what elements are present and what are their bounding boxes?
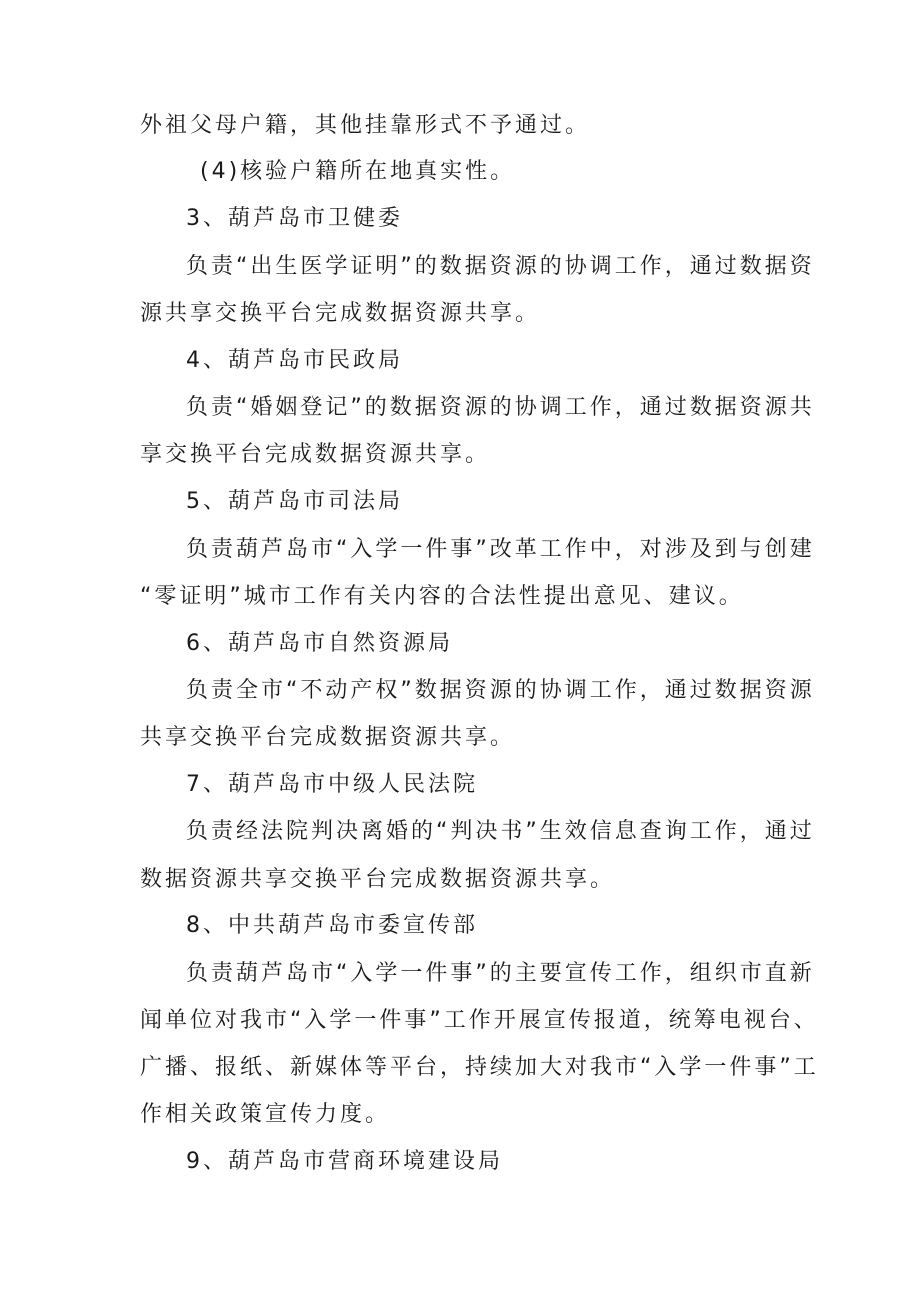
- body-text-line: 广播、报纸、新媒体等平台，持续加大对我市“入学一件事”工: [140, 1055, 819, 1080]
- section-heading-4: 4、葫芦岛市民政局: [186, 348, 403, 373]
- section-heading-8: 8、中共葫芦岛市委宣传部: [186, 913, 478, 938]
- body-text-line: 负责葫芦岛市“入学一件事”改革工作中，对涉及到与创建: [186, 537, 815, 562]
- body-text-line: 负责“出生医学证明”的数据资源的协调工作，通过数据资: [186, 254, 815, 279]
- body-text-line: 源共享交换平台完成数据资源共享。: [140, 301, 541, 326]
- section-heading-6: 6、葫芦岛市自然资源局: [186, 631, 453, 656]
- body-text-line: “零证明”城市工作有关内容的合法性提出意见、建议。: [140, 584, 744, 609]
- body-text-line: 共享交换平台完成数据资源共享。: [140, 725, 516, 750]
- section-heading-7: 7、葫芦岛市中级人民法院: [186, 772, 478, 797]
- body-text-line: 负责葫芦岛市“入学一件事”的主要宣传工作，组织市直新: [186, 961, 815, 986]
- section-heading-3: 3、葫芦岛市卫健委: [186, 206, 403, 231]
- body-text-line: 享交换平台完成数据资源共享。: [140, 442, 491, 467]
- body-text-line: 数据资源共享交换平台完成数据资源共享。: [140, 867, 616, 892]
- list-item-4: (4)核验户籍所在地真实性。: [200, 159, 516, 184]
- body-text-line: 负责全市“不动产权”数据资源的协调工作，通过数据资源: [186, 678, 815, 703]
- section-heading-9: 9、葫芦岛市营商环境建设局: [186, 1149, 503, 1174]
- body-text-line: 负责经法院判决离婚的“判决书”生效信息查询工作，通过: [186, 819, 815, 844]
- body-text-line: 作相关政策宣传力度。: [140, 1102, 391, 1127]
- body-text-line: 闻单位对我市“入学一件事”工作开展宣传报道，统筹电视台、: [140, 1008, 819, 1033]
- body-text-line: 负责“婚姻登记”的数据资源的协调工作，通过数据资源共: [186, 395, 815, 420]
- body-text-line: 外祖父母户籍，其他挂靠形式不予通过。: [140, 113, 591, 138]
- section-heading-5: 5、葫芦岛市司法局: [186, 489, 403, 514]
